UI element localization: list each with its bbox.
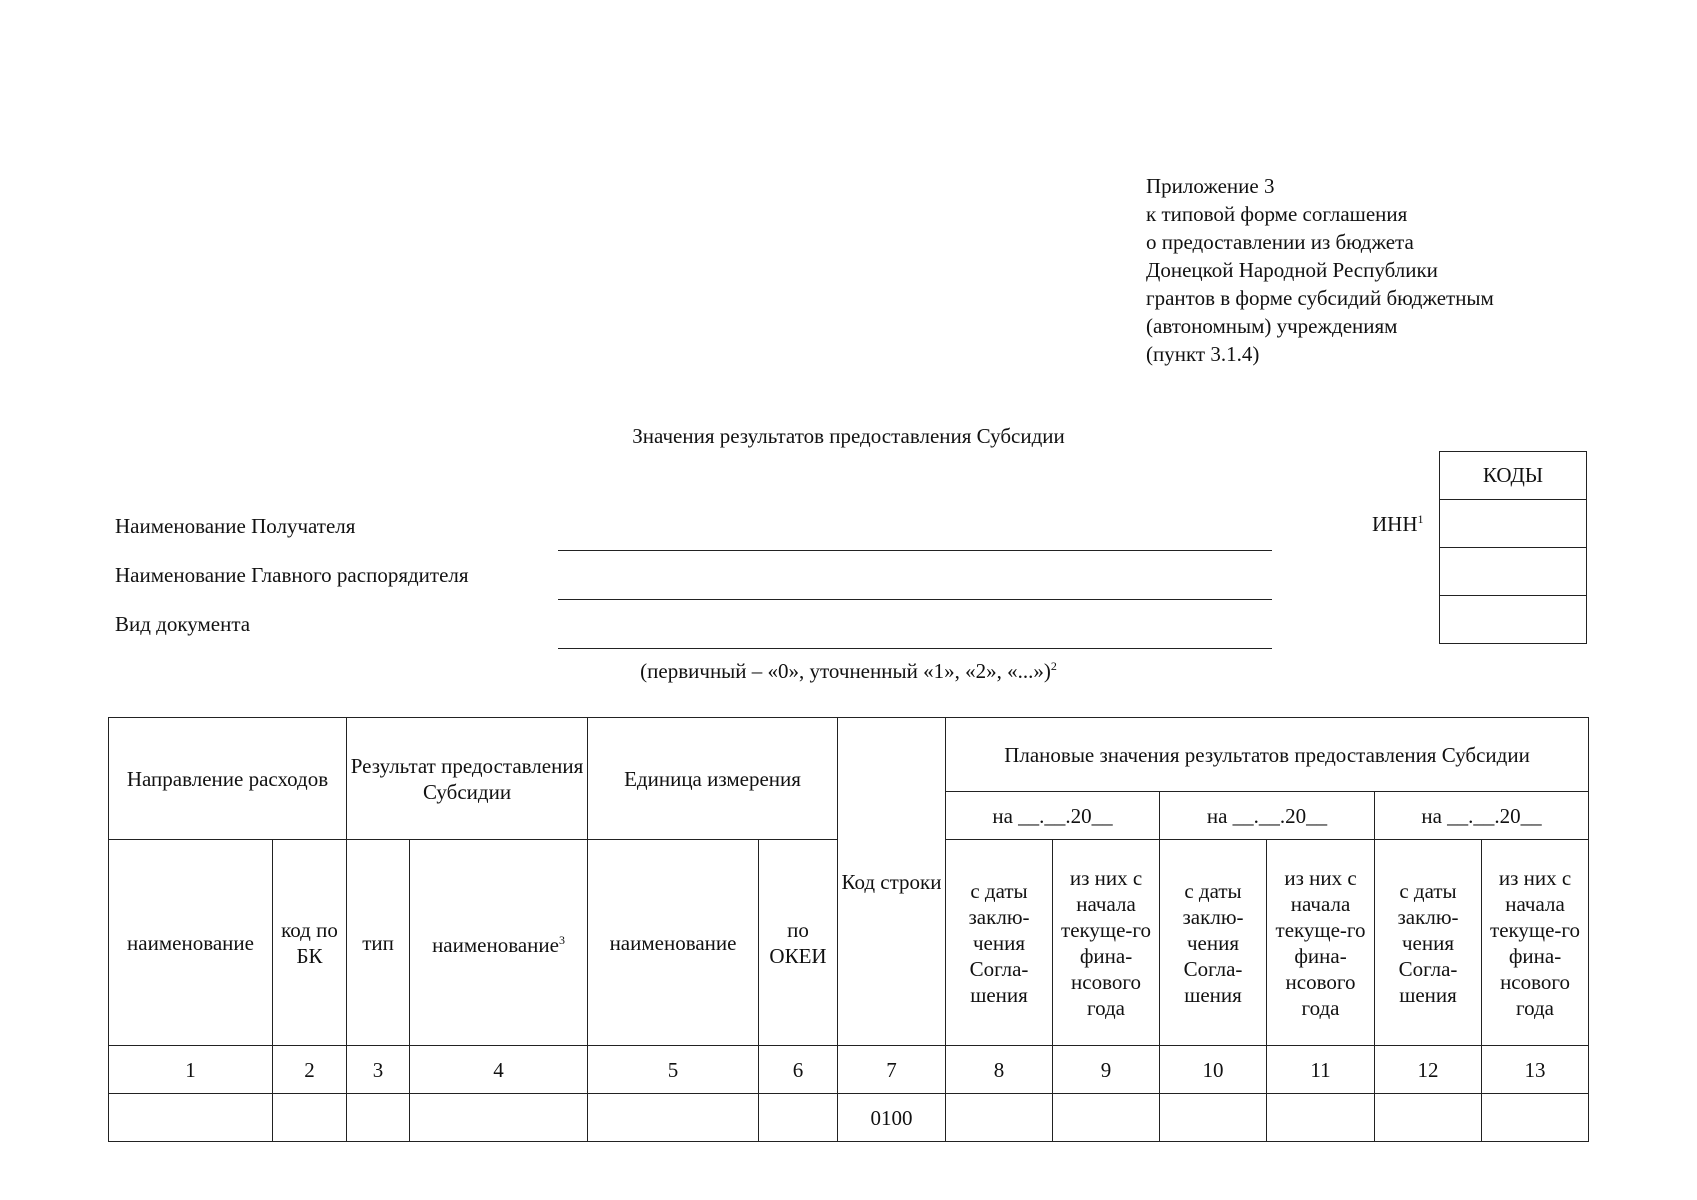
appendix-line: грантов в форме субсидий бюджетным (1146, 286, 1494, 310)
appendix-line: о предоставлении из бюджета (1146, 230, 1414, 254)
doc-type-field-line[interactable] (558, 648, 1272, 649)
plan-value-cell[interactable] (1482, 1094, 1589, 1142)
column-number: 10 (1160, 1046, 1267, 1094)
appendix-block (1146, 172, 1494, 368)
header-from-year-start-1: из них с начала текуще-го фина-нсового года (1053, 840, 1160, 1046)
result-name-cell[interactable] (410, 1094, 588, 1142)
appendix-line: Донецкой Народной Республики (1146, 258, 1438, 282)
column-number: 12 (1375, 1046, 1482, 1094)
header-okei: по ОКЕИ (759, 840, 838, 1046)
doc-type-hint-footnote: 2 (1050, 659, 1057, 673)
header-from-year-start-2: из них с начала текуще-го фина-нсового года (1267, 840, 1375, 1046)
line-code-cell: 0100 (838, 1094, 946, 1142)
header-unit-name: наименование (588, 840, 759, 1046)
header-direction-name: наименование (109, 840, 273, 1046)
appendix-line: Приложение 3 (1146, 174, 1275, 198)
column-number: 3 (347, 1046, 410, 1094)
plan-value-cell[interactable] (1053, 1094, 1160, 1142)
header-from-year-start-3: из них с начала текуще-го фина-нсового года (1482, 840, 1589, 1046)
plan-value-cell[interactable] (1267, 1094, 1375, 1142)
column-number: 8 (946, 1046, 1053, 1094)
doc-type-hint-text: (первичный – «0», уточненный «1», «2», «...») (640, 659, 1051, 683)
plan-value-cell[interactable] (1375, 1094, 1482, 1142)
column-number: 5 (588, 1046, 759, 1094)
header-from-agreement-2: с даты заклю-чения Согла-шения (1160, 840, 1267, 1046)
header-from-agreement-1: с даты заклю-чения Согла-шения (946, 840, 1053, 1046)
plan-value-cell[interactable] (1160, 1094, 1267, 1142)
column-number: 7 (838, 1046, 946, 1094)
column-number: 4 (410, 1046, 588, 1094)
recipient-field-line[interactable] (558, 550, 1272, 551)
page-title: Значения результатов предоставления Субсидии (632, 424, 1065, 448)
header-plan-values: Плановые значения результатов предоставления Субсидии (946, 718, 1589, 792)
column-number-row (109, 1046, 1589, 1094)
column-number: 13 (1482, 1046, 1589, 1094)
results-table (108, 717, 1589, 1142)
inn-footnote: 1 (1417, 512, 1424, 526)
column-number: 6 (759, 1046, 838, 1094)
header-unit: Единица измерения (588, 718, 838, 840)
header-period-2: на __.__.20__ (1160, 792, 1375, 840)
doc-type-hint (0, 659, 1697, 684)
doc-type-label: Вид документа (115, 612, 251, 636)
inn-label-text: ИНН (1372, 512, 1418, 536)
okei-cell[interactable] (759, 1094, 838, 1142)
recipient-label: Наименование Получателя (115, 514, 356, 538)
result-type-cell[interactable] (347, 1094, 410, 1142)
header-result-name-footnote: 3 (558, 933, 565, 947)
inn-code-cell[interactable] (1440, 500, 1587, 548)
main-manager-label: Наименование Главного распорядителя (115, 563, 469, 587)
header-period-3: на __.__.20__ (1375, 792, 1589, 840)
inn-label (1372, 512, 1424, 537)
column-number: 9 (1053, 1046, 1160, 1094)
code-bk-cell[interactable] (273, 1094, 347, 1142)
header-result: Результат предоставления Субсидии (347, 718, 588, 840)
codes-table (1439, 451, 1587, 644)
header-from-agreement-3: с даты заклю-чения Согла-шения (1375, 840, 1482, 1046)
column-number: 11 (1267, 1046, 1375, 1094)
appendix-line: (автономным) учреждениям (1146, 314, 1398, 338)
unit-name-cell[interactable] (588, 1094, 759, 1142)
appendix-line: к типовой форме соглашения (1146, 202, 1408, 226)
header-code-bk: код по БК (273, 840, 347, 1046)
main-manager-code-cell[interactable] (1440, 548, 1587, 596)
codes-header: КОДЫ (1440, 452, 1587, 500)
main-manager-field-line[interactable] (558, 599, 1272, 600)
direction-name-cell[interactable] (109, 1094, 273, 1142)
header-direction: Направление расходов (109, 718, 347, 840)
doc-type-code-cell[interactable] (1440, 596, 1587, 644)
table-row (109, 1094, 1589, 1142)
plan-value-cell[interactable] (946, 1094, 1053, 1142)
appendix-line: (пункт 3.1.4) (1146, 342, 1260, 366)
header-result-name (410, 840, 588, 1046)
column-number: 2 (273, 1046, 347, 1094)
column-number: 1 (109, 1046, 273, 1094)
header-result-type: тип (347, 840, 410, 1046)
header-result-name-text: наименование (432, 933, 559, 957)
header-period-1: на __.__.20__ (946, 792, 1160, 840)
header-line-code: Код строки (838, 718, 946, 1046)
